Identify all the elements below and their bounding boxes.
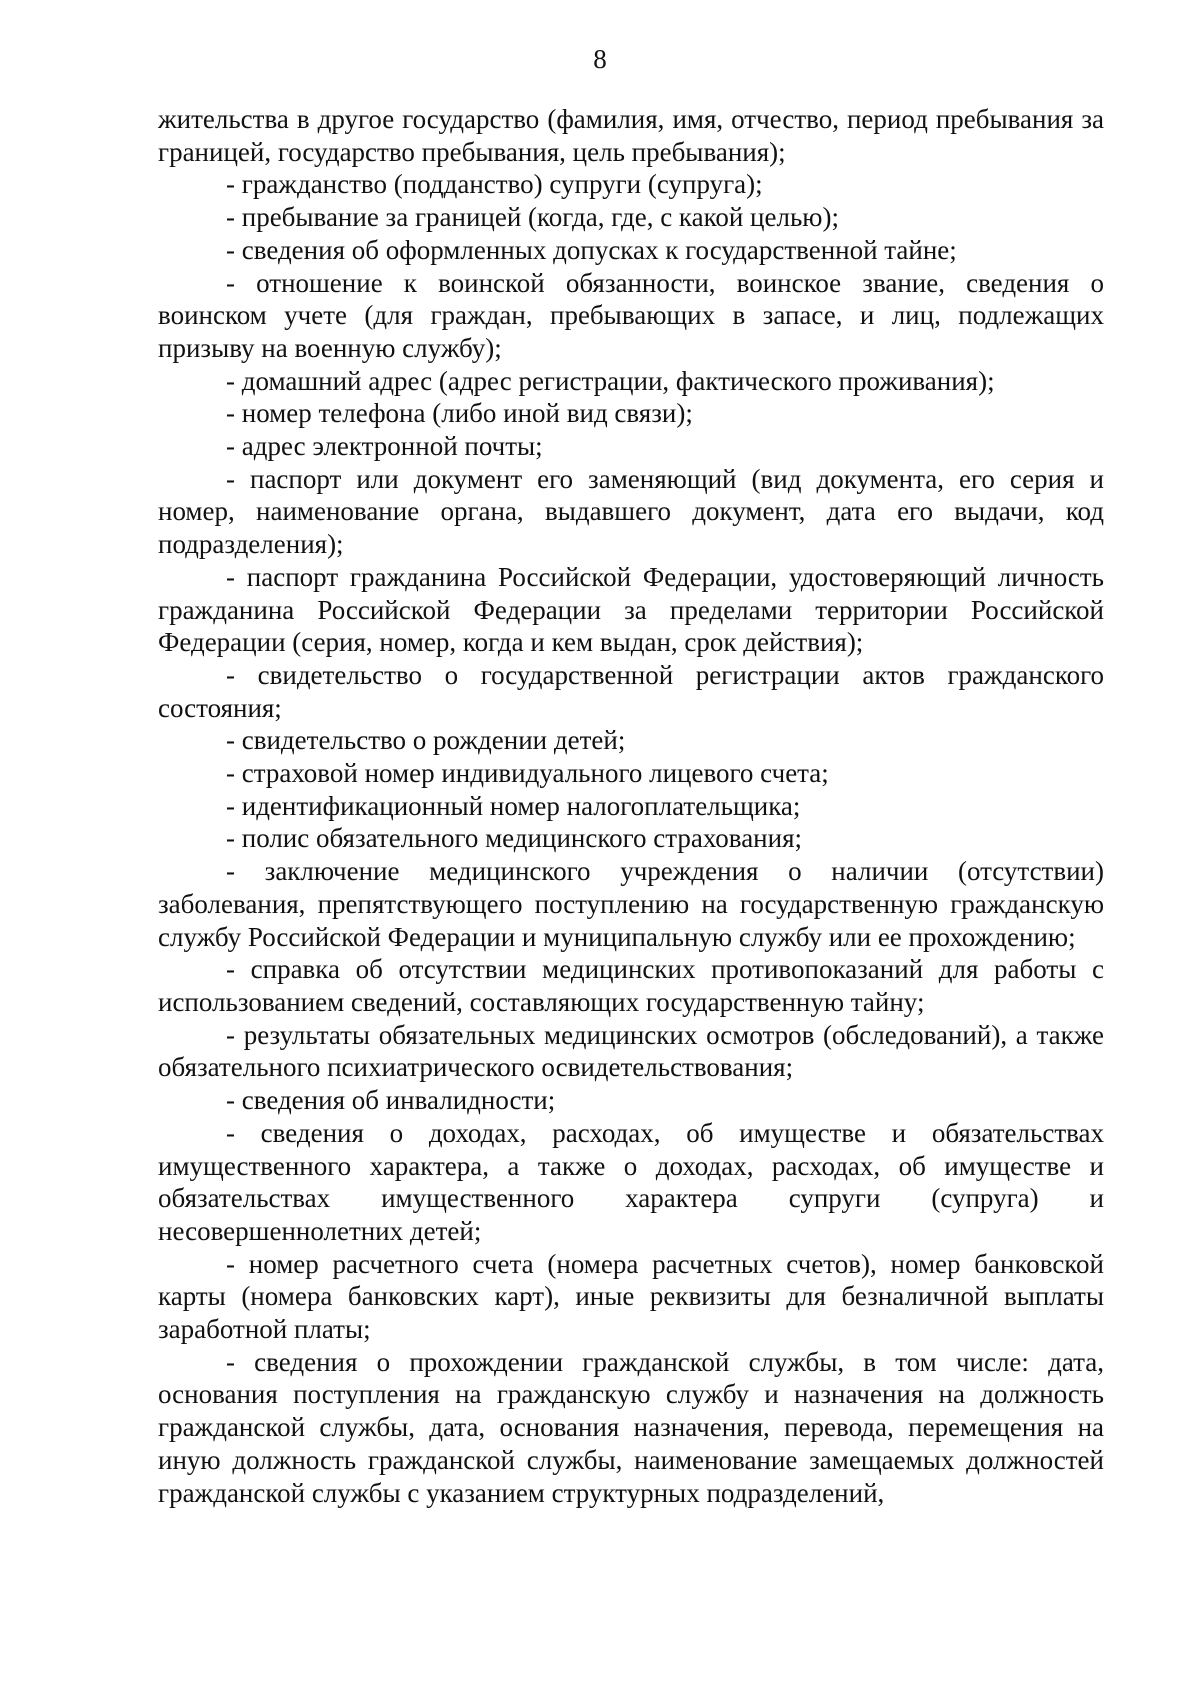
list-item: - сведения об оформленных допусках к государственной тайне; — [226, 234, 957, 265]
list-item: - заключение медицинского учреждения о наличии (отсутствии) заболевания, препятствующего поступлению на государственную гражданскую службу Российской Федерации и муниципальную службу или ее прохождению; — [158, 856, 1104, 952]
list-item: - паспорт или документ его заменяющий (вид документа, его серия и номер, наименование органа, выдавшего документ, дата его выдачи, код подразделения); — [158, 463, 1104, 560]
list-item: - домашний адрес (адрес регистрации, фактического проживания); — [226, 365, 995, 396]
list-item: - номер расчетного счета (номера расчетных счетов), номер банковской карты (номера банковских карт), иные реквизиты для безналичной выплаты заработной платы; — [158, 1248, 1104, 1345]
list-item: - адрес электронной почты; — [226, 431, 543, 462]
list-item: - идентификационный номер налогоплательщика; — [226, 790, 801, 821]
list-item: - сведения о доходах, расходах, об имуществе и обязательствах имущественного характера, а также о доходах, расходах, об имуществе и обязательствах имущественного характера супруги (супруга) и несовершеннолетних детей; — [158, 1117, 1104, 1246]
page-number: 8 — [593, 44, 607, 74]
list-item: - гражданство (подданство) супруги (супруга); — [226, 169, 763, 200]
list-item: - свидетельство о рождении детей; — [226, 725, 626, 756]
paragraph: жительства в другое государство (фамилия, имя, отчество, период пребывания за границей, государство пребывания, цель пребывания); — [158, 104, 1104, 167]
list-item: - номер телефона (либо иной вид связи); — [226, 398, 693, 429]
list-item: - сведения об инвалидности; — [226, 1085, 556, 1116]
list-item: - сведения о прохождении гражданской службы, в том числе: дата, основания поступления на гражданскую службу и назначения на должность гражданской службы, дата, основания назначения, перевода, перемещения на иную должность гражданской службы, наименование замещаемых должностей гражданской службы с указанием структурных подразделений, — [158, 1346, 1104, 1508]
list-item: - свидетельство о государственной регистрации актов гражданского состояния; — [158, 659, 1104, 723]
list-item: - пребывание за границей (когда, где, с какой целью); — [226, 202, 839, 233]
list-item: - полис обязательного медицинского страхования; — [226, 823, 802, 854]
document-body — [158, 103, 1104, 1509]
list-item: - отношение к воинской обязанности, воинское звание, сведения о воинском учете (для граждан, пребывающих в запасе, и лиц, подлежащих призыву на военную службу); — [158, 267, 1104, 363]
list-item: - паспорт гражданина Российской Федерации, удостоверяющий личность гражданина Российской Федерации за пределами территории Российской Федерации (серия, номер, когда и кем выдан, срок действия); — [158, 561, 1104, 658]
list-item: - результаты обязательных медицинских осмотров (обследований), а также обязательного психиатрического освидетельствования; — [158, 1019, 1104, 1083]
list-item: - страховой номер индивидуального лицевого счета; — [226, 758, 829, 789]
list-item: - справка об отсутствии медицинских противопоказаний для работы с использованием сведений, составляющих государственную тайну; — [158, 954, 1104, 1017]
